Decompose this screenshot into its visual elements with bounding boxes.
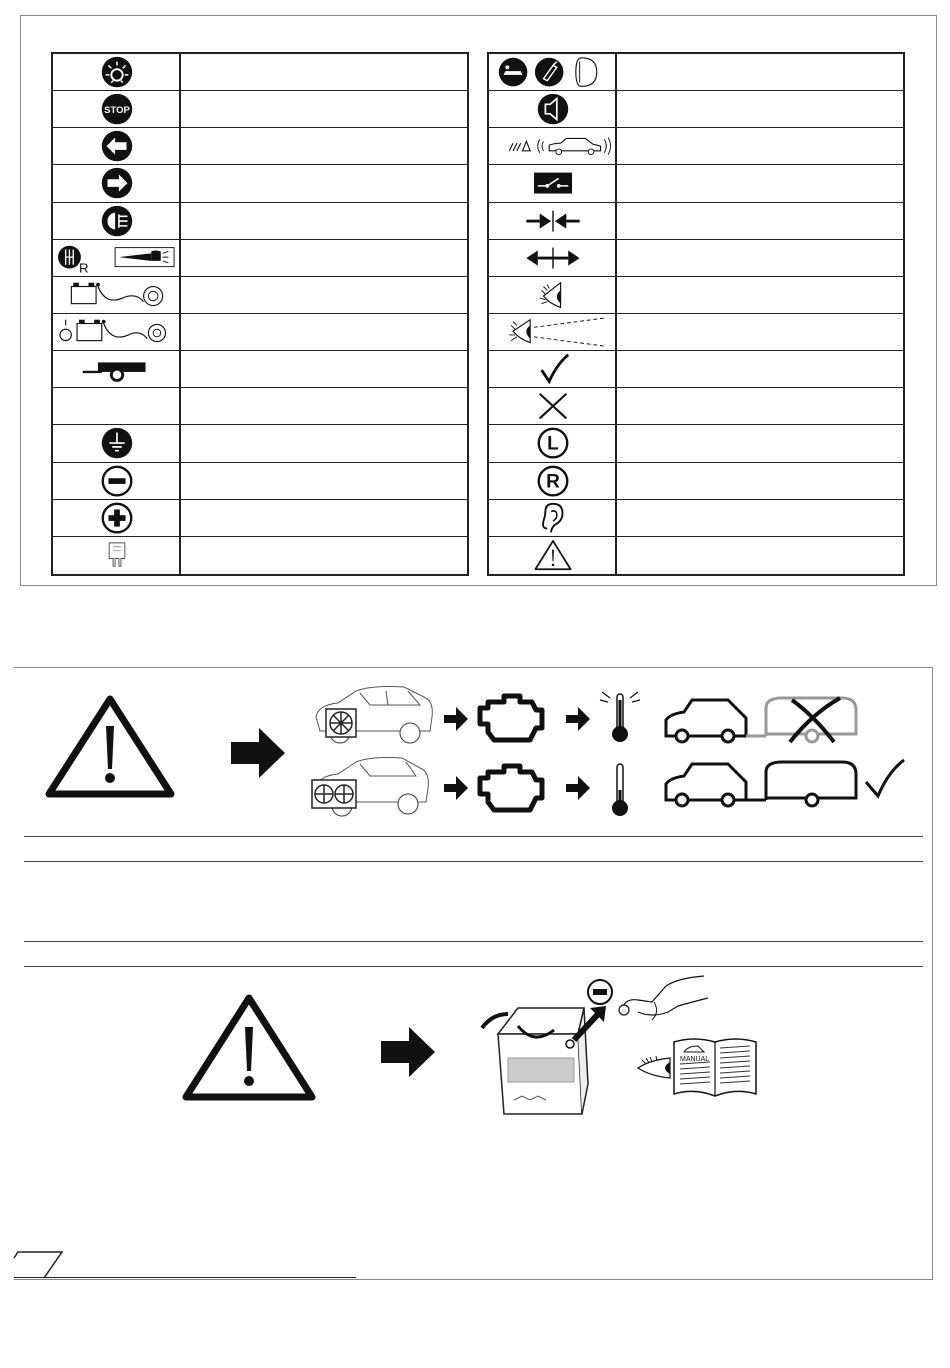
left-circle-icon <box>489 425 617 461</box>
rear-fog-light-icon <box>53 203 181 239</box>
car-radiator-icon <box>312 683 436 749</box>
ear-icon <box>489 500 617 536</box>
symbol-row <box>489 351 903 388</box>
tow-bar-icon <box>53 351 181 387</box>
symbol-row <box>489 500 903 537</box>
arrow-right-icon <box>381 1027 435 1077</box>
engine-icon <box>474 760 550 816</box>
cross-icon <box>489 388 617 424</box>
divider <box>24 941 923 942</box>
arrow-right-icon <box>566 776 590 800</box>
right-circle-icon <box>489 463 617 499</box>
arrow-right-icon <box>444 707 468 731</box>
speaker-icon <box>489 91 617 127</box>
line-of-sight-icon <box>489 314 617 350</box>
eye-icon <box>636 1054 672 1082</box>
switch-icon <box>489 165 617 201</box>
ground-icon <box>53 425 181 461</box>
arrow-right-icon <box>444 776 468 800</box>
manual-label: MANUAL <box>680 1056 710 1063</box>
thermometer-icon <box>596 760 644 818</box>
stop-icon <box>53 91 181 127</box>
warning-triangle-icon <box>489 537 617 574</box>
symbol-row <box>489 314 903 351</box>
symbol-row <box>489 388 903 425</box>
symbol-row <box>53 277 467 314</box>
left-indicator-icon <box>53 128 181 164</box>
divider <box>24 836 923 837</box>
cross-icon <box>489 388 617 424</box>
engine-icon <box>474 690 550 746</box>
reverse-gear-icon <box>53 240 181 276</box>
compress-arrows-icon <box>489 203 617 239</box>
arrow-right-icon <box>231 728 285 778</box>
symbol-row <box>489 203 903 240</box>
hand-icon <box>612 972 712 1030</box>
checkmark-icon <box>489 351 617 387</box>
symbol-row <box>489 128 903 165</box>
expand-arrows-icon <box>489 240 617 276</box>
left-indicator-icon <box>53 128 181 164</box>
page-corner-mark <box>14 1248 64 1280</box>
left-circle-label: L <box>547 434 559 456</box>
right-indicator-icon <box>53 165 181 201</box>
speaker-icon <box>489 91 617 127</box>
car-radiator-icon <box>308 752 432 822</box>
symbol-row <box>53 537 467 574</box>
interior-light-icon <box>489 54 617 90</box>
right-circle-icon <box>489 463 617 499</box>
line-of-sight-icon <box>489 314 617 350</box>
symbol-row <box>53 203 467 240</box>
car-trailer-icon <box>662 758 862 810</box>
right-circle-label: R <box>546 471 560 493</box>
cross-icon <box>786 696 842 744</box>
symbol-row <box>489 277 903 314</box>
symbol-row <box>489 54 903 91</box>
checkmark-icon <box>864 758 906 800</box>
empty-icon-cell <box>53 388 181 424</box>
divider <box>24 861 923 862</box>
minus-icon <box>53 463 181 499</box>
light-on-icon <box>53 54 181 90</box>
left-circle-icon <box>489 425 617 461</box>
reverse-gear-icon <box>53 240 181 276</box>
symbol-row <box>53 91 467 128</box>
expand-arrows-icon <box>489 240 617 276</box>
visual-check-icon <box>489 277 617 313</box>
car-alarm-icon <box>489 128 617 164</box>
warning-triangle-icon <box>181 993 317 1103</box>
symbol-row <box>53 351 467 388</box>
compress-arrows-icon <box>489 203 617 239</box>
symbol-row <box>489 463 903 500</box>
minus-terminal-icon <box>586 978 614 1006</box>
arrow-right-icon <box>566 707 590 731</box>
symbol-row <box>53 314 467 351</box>
interior-light-icon <box>489 54 617 90</box>
fuse-icon <box>53 537 181 574</box>
symbol-row <box>489 91 903 128</box>
visual-check-icon <box>489 277 617 313</box>
symbol-row <box>489 165 903 202</box>
symbol-row <box>53 500 467 537</box>
divider <box>24 966 923 967</box>
light-on-icon <box>53 54 181 90</box>
symbol-row <box>489 240 903 277</box>
minus-icon <box>53 463 181 499</box>
manual-book-icon <box>670 1034 760 1104</box>
right-indicator-icon <box>53 165 181 201</box>
rear-fog-light-icon <box>53 203 181 239</box>
symbol-row <box>489 537 903 574</box>
plus-icon <box>53 500 181 536</box>
battery-icon <box>478 1004 618 1124</box>
warning-triangle-icon <box>44 694 176 800</box>
divider <box>14 1277 356 1278</box>
ear-icon <box>489 500 617 536</box>
symbol-table-left <box>51 52 469 576</box>
warning-triangle-icon <box>489 537 617 574</box>
car-alarm-icon <box>489 128 617 164</box>
symbol-row <box>53 128 467 165</box>
battery-connection-icon <box>53 277 181 313</box>
symbol-row <box>53 54 467 91</box>
symbol-row <box>489 425 903 462</box>
checkmark-icon <box>489 351 617 387</box>
symbol-row <box>53 425 467 462</box>
switch-icon <box>489 165 617 201</box>
thermometer-icon <box>596 686 644 744</box>
symbol-row <box>53 388 467 425</box>
tow-bar-icon <box>53 351 181 387</box>
ground-icon <box>53 425 181 461</box>
plus-icon <box>53 500 181 536</box>
stop-label: STOP <box>104 105 130 117</box>
symbol-table-right <box>487 52 905 576</box>
symbol-row <box>53 240 467 277</box>
battery-connection-icon <box>53 277 181 313</box>
battery-reset-icon <box>53 314 181 350</box>
reverse-gear-label: R <box>78 260 89 276</box>
symbol-row <box>53 165 467 202</box>
stop-icon <box>53 91 181 127</box>
fuse-icon <box>53 537 181 574</box>
battery-reset-icon <box>53 314 181 350</box>
symbol-row <box>53 463 467 500</box>
